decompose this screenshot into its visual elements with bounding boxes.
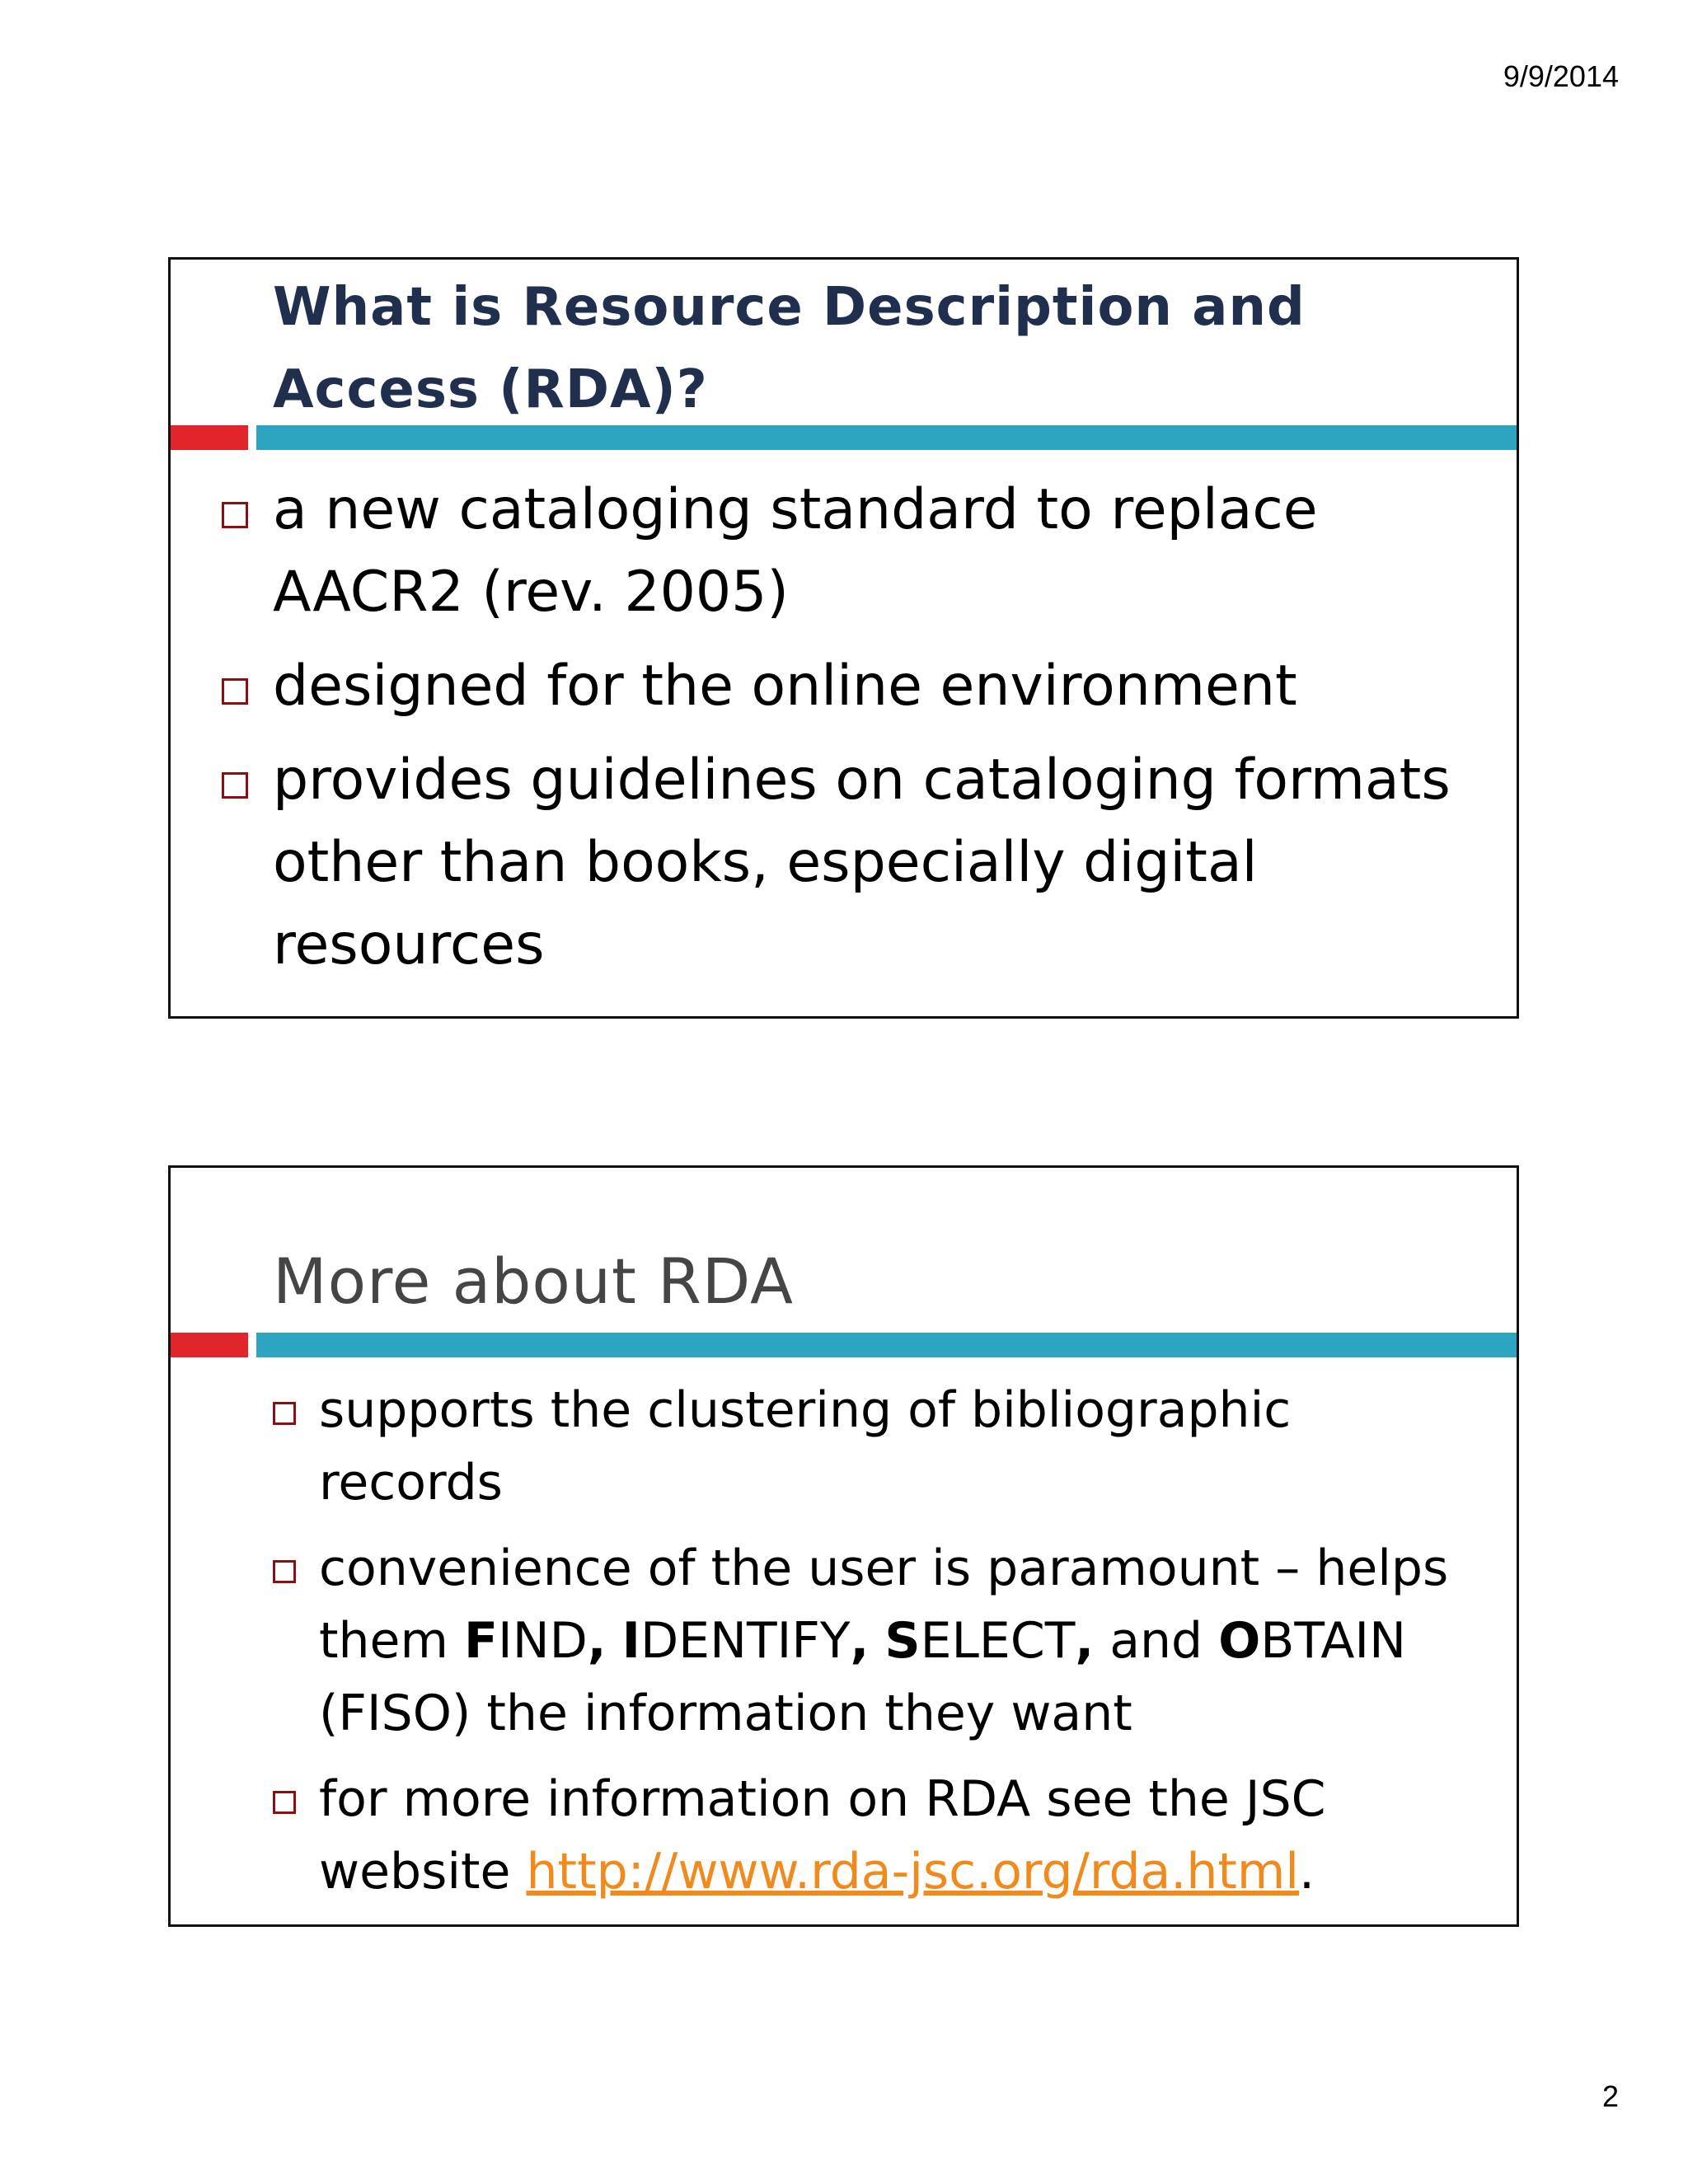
title-accent-blue-bar [256,425,1517,450]
square-bullet-icon [222,678,248,705]
slide-1 [168,257,1519,1019]
bullet-text: supports the clustering of bibliographic records [319,1381,1292,1511]
bullet-text: a new cataloging standard to replace AACR2 (rev. 2005) [273,477,1318,625]
list-item [273,645,1493,728]
bullet-text: convenience of the user is paramount – helps them FIND, IDENTIFY, SELECT, and OBTAIN (FISO) the information they want [319,1540,1449,1742]
square-bullet-icon [222,772,248,799]
page-number: 2 [1601,2079,1619,2113]
bullet-text: provides guidelines on cataloging formats other than books, especially digital resources [273,748,1451,977]
bullet-text: for more information on RDA see the JSC website http://www.rda-jsc.org/rda.html. [319,1770,1326,1900]
title-accent-red-bar [171,1333,248,1357]
slide-2 [168,1165,1519,1927]
square-bullet-icon [222,502,248,528]
slide-2-bullet-list [319,1374,1489,1921]
square-bullet-icon [273,1560,296,1583]
list-item [319,1532,1489,1750]
list-item [273,469,1493,634]
title-accent-red-bar [171,425,248,450]
jsc-website-link[interactable]: http://www.rda-jsc.org/rda.html [526,1843,1300,1900]
slide-2-title: More about RDA [273,1244,794,1318]
title-accent-blue-bar [256,1333,1517,1357]
list-item [273,739,1493,987]
square-bullet-icon [273,1402,296,1425]
page-date: 9/9/2014 [1503,59,1619,93]
list-item [319,1763,1489,1908]
slide-1-bullet-list [273,469,1493,998]
bullet-text: designed for the online environment [273,654,1297,719]
slide-1-title: What is Resource Description and Access (RDA)? [273,277,1306,420]
list-item [319,1374,1489,1519]
square-bullet-icon [273,1791,296,1814]
